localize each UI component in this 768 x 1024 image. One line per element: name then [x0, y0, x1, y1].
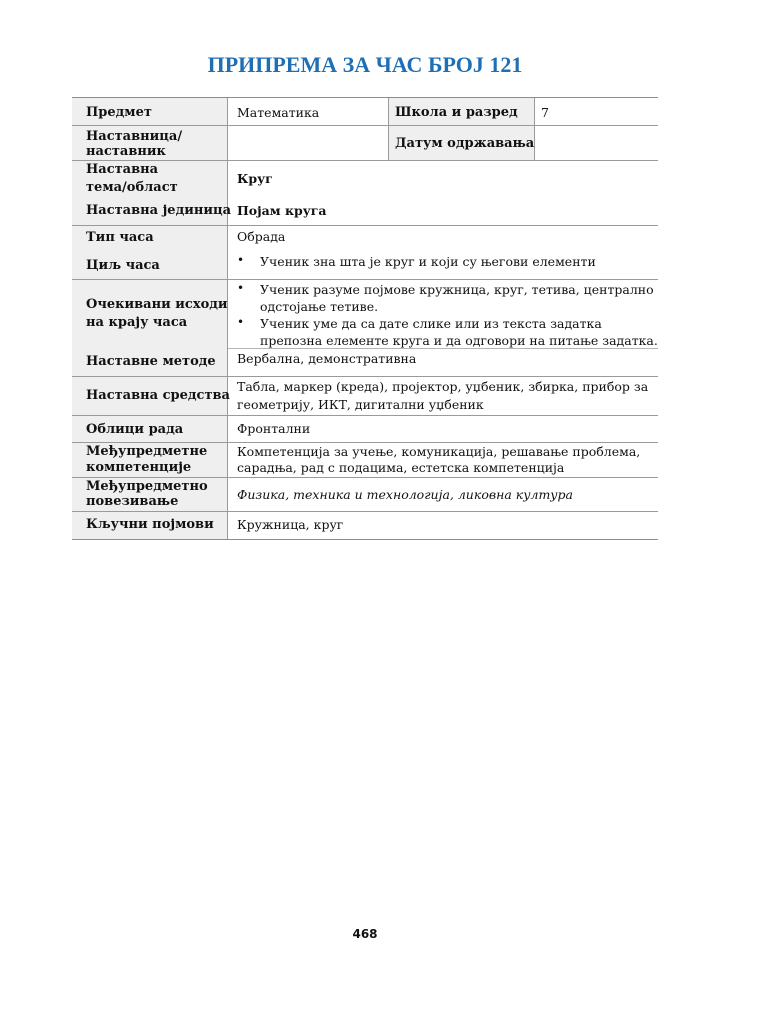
methods-value: Вербална, демонстративна	[237, 351, 417, 366]
competences-label: компетенције	[86, 460, 192, 475]
bullet-icon: •	[237, 281, 245, 295]
page-title: ПРИПРЕМА ЗА ЧАС БРОЈ 121	[207, 52, 523, 77]
cross-curricular-label: повезивање	[86, 494, 179, 509]
outcome-2-line2: препозна елементе круга и да одговори на питање задатка.	[260, 333, 658, 348]
unit-label: Наставна јединица	[86, 203, 232, 218]
goal-label: Циљ часа	[86, 258, 160, 273]
outcome-1-line1: Ученик разуме појмове кружница, круг, тетива, централно	[260, 282, 654, 297]
key-terms-value: Кружница, круг	[237, 517, 344, 532]
resources-value: геометрију, ИКТ, дигитални уџбеник	[237, 397, 484, 412]
lesson-type-value: Обрада	[237, 229, 286, 244]
work-forms-value: Фронтални	[237, 421, 311, 436]
row-divider	[72, 225, 658, 226]
subject-label: Предмет	[86, 105, 152, 120]
column-divider	[388, 98, 389, 160]
bullet-icon: •	[237, 315, 245, 329]
date-label: Датум одржавања	[395, 136, 535, 151]
lesson-type-label: Тип часа	[86, 230, 154, 245]
outcomes-label: Очекивани исходи	[86, 297, 228, 312]
row-divider	[72, 415, 658, 416]
cross-curricular-value: Физика, техника и технологија, ликовна култура	[237, 487, 574, 502]
row-divider	[72, 376, 658, 377]
methods-label: Наставне методе	[86, 354, 216, 369]
teacher-label: наставник	[86, 144, 166, 159]
unit-value: Појам круга	[237, 203, 327, 218]
goal-value: Ученик зна шта је круг и који су његови елементи	[260, 254, 596, 269]
subject-value: Математика	[237, 105, 320, 120]
school-grade-value: 7	[541, 105, 549, 120]
resources-label: Наставна средства	[86, 388, 230, 403]
topic-value: Круг	[237, 171, 273, 186]
outcome-1-line2: одстојање тетиве.	[260, 299, 379, 314]
work-forms-label: Облици рада	[86, 422, 184, 437]
topic-label: тема/област	[86, 180, 178, 195]
row-divider	[72, 477, 658, 478]
lesson-plan-table	[72, 97, 658, 540]
competences-value: Компетенција за учење, комуникација, решавање проблема,	[237, 444, 641, 459]
row-divider	[72, 125, 658, 126]
competences-label: Међупредметне	[86, 444, 208, 459]
column-divider	[227, 98, 228, 539]
school-grade-label: Школа и разред	[395, 105, 518, 120]
row-divider	[72, 442, 658, 443]
resources-value: Табла, маркер (креда), пројектор, уџбеник, збирка, прибор за	[237, 379, 649, 394]
cross-curricular-label: Међупредметно	[86, 479, 208, 494]
key-terms-label: Кључни појмови	[86, 517, 214, 532]
outcomes-label: на крају часа	[86, 315, 188, 330]
topic-label: Наставна	[86, 162, 159, 177]
bullet-icon: •	[237, 253, 245, 267]
row-divider	[72, 160, 658, 161]
teacher-label: Наставница/	[86, 129, 183, 144]
row-divider	[72, 511, 658, 512]
competences-value: сарадња, рад с подацима, естетска компетенција	[237, 460, 565, 475]
outcome-2-line1: Ученик уме да са дате слике или из текста задатка	[260, 316, 602, 331]
row-divider	[72, 279, 658, 280]
page-number: 468	[352, 927, 378, 941]
